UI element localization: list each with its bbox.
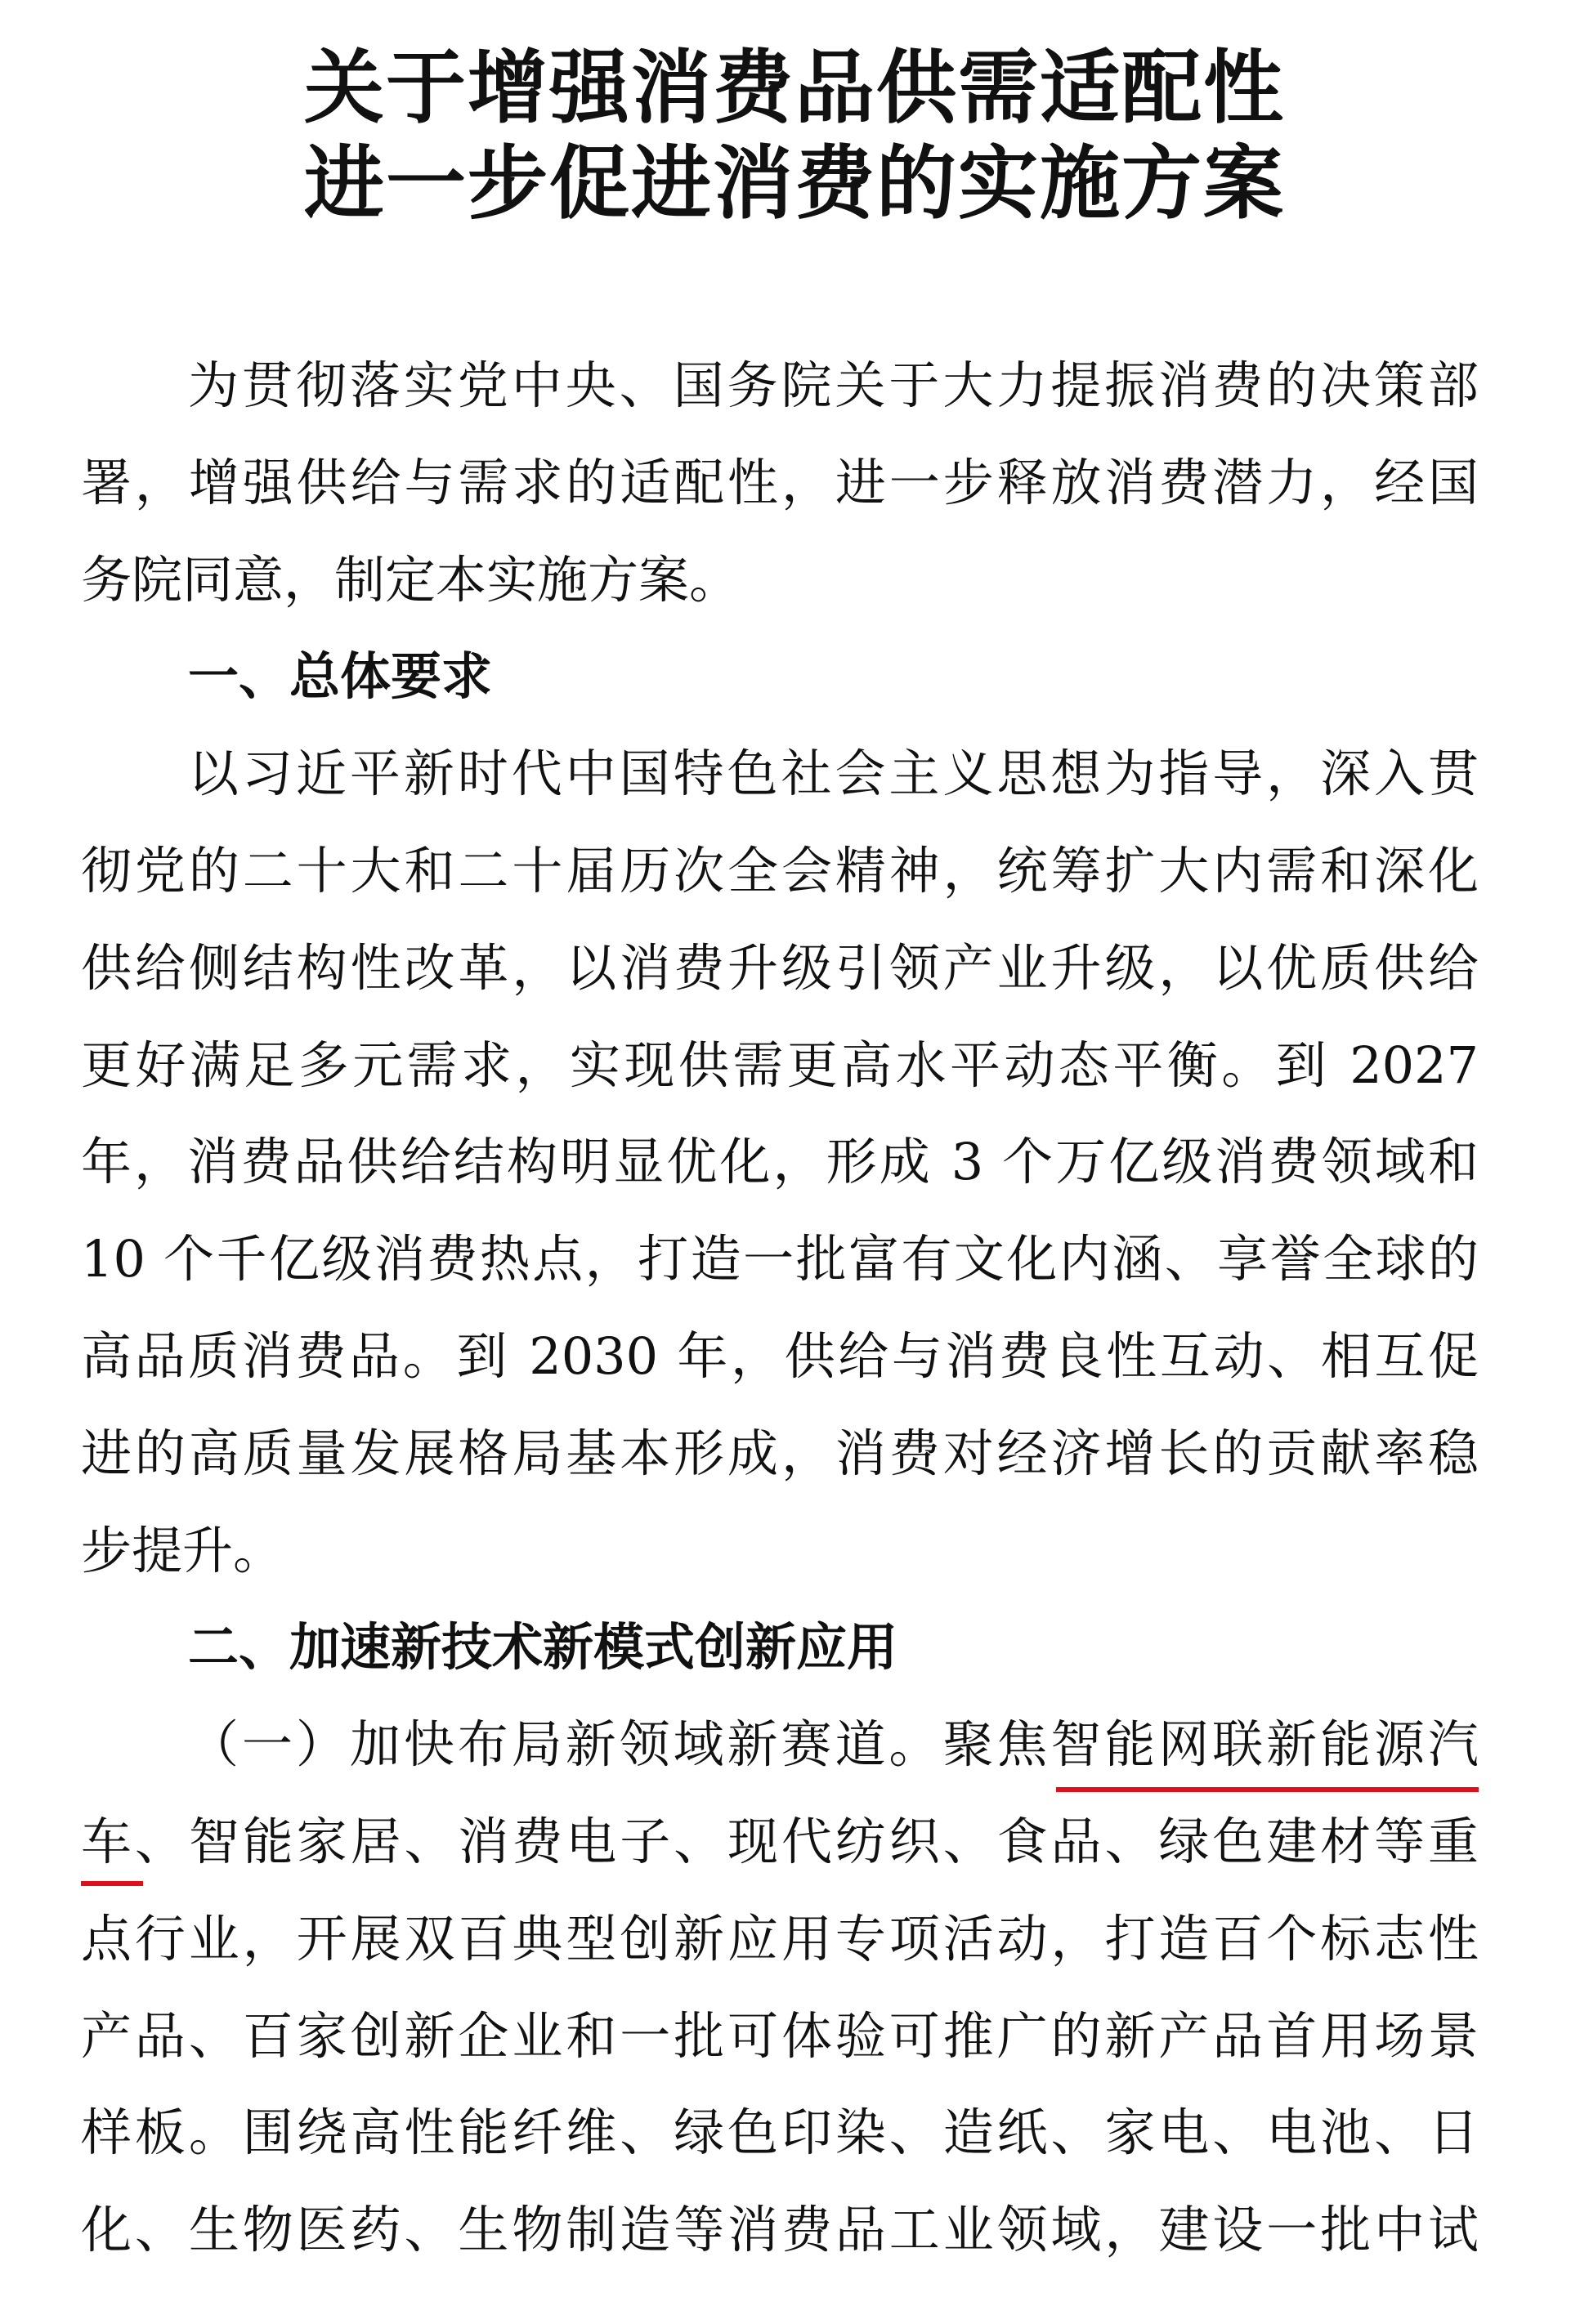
paragraph-line: 点行业，开展双百典型创新应用专项活动，打造百个标志性 xyxy=(81,1908,1479,1969)
paragraph-line: 年，消费品供给结构明显优化，形成 3 个万亿级消费领域和 xyxy=(81,1132,1479,1192)
paragraph-line: 10 个千亿级消费热点，打造一批富有文化内涵、享誉全球的 xyxy=(81,1229,1479,1289)
document-title-line-2: 进一步促进消费的实施方案 xyxy=(303,136,1285,230)
paragraph-line: 为贯彻落实党中央、国务院关于大力提振消费的决策部 xyxy=(188,355,1479,415)
paragraph-line: 供给侧结构性改革，以消费升级引领产业升级，以优质供给 xyxy=(81,937,1479,998)
paragraph-line: 车、智能家居、消费电子、现代纺织、食品、绿色建材等重 xyxy=(81,1811,1479,1871)
red-underline-mark xyxy=(1056,1787,1479,1792)
paragraph-line: 产品、百家创新企业和一批可体验可推广的新产品首用场景 xyxy=(81,2005,1479,2066)
paragraph-line: （一）加快布局新领域新赛道。聚焦智能网联新能源汽 xyxy=(188,1714,1479,1775)
document-body xyxy=(81,337,1479,2279)
section-heading: 二、加速新技术新模式创新应用 xyxy=(188,1617,898,1678)
paragraph-line: 务院同意，制定本实施方案。 xyxy=(81,549,741,610)
paragraph-line: 步提升。 xyxy=(81,1520,284,1580)
paragraph-line: 署，增强供给与需求的适配性，进一步释放消费潜力，经国 xyxy=(81,452,1479,512)
document-title-line-1: 关于增强消费品供需适配性 xyxy=(303,41,1285,135)
red-underline-mark-continued xyxy=(81,1881,143,1886)
section-heading: 一、总体要求 xyxy=(188,646,493,707)
paragraph-line: 更好满足多元需求，实现供需更高水平动态平衡。到 2027 xyxy=(81,1035,1479,1095)
paragraph-line: 以习近平新时代中国特色社会主义思想为指导，深入贯 xyxy=(188,744,1479,804)
paragraph-line: 彻党的二十大和二十届历次全会精神，统筹扩大内需和深化 xyxy=(81,840,1479,901)
paragraph-line: 化、生物医药、生物制造等消费品工业领域，建设一批中试 xyxy=(81,2200,1479,2260)
paragraph-line: 样板。围绕高性能纤维、绿色印染、造纸、家电、电池、日 xyxy=(81,2103,1479,2163)
paragraph-line: 进的高质量发展格局基本形成，消费对经济增长的贡献率稳 xyxy=(81,1423,1479,1483)
paragraph-line: 高品质消费品。到 2030 年，供给与消费良性互动、相互促 xyxy=(81,1325,1479,1386)
